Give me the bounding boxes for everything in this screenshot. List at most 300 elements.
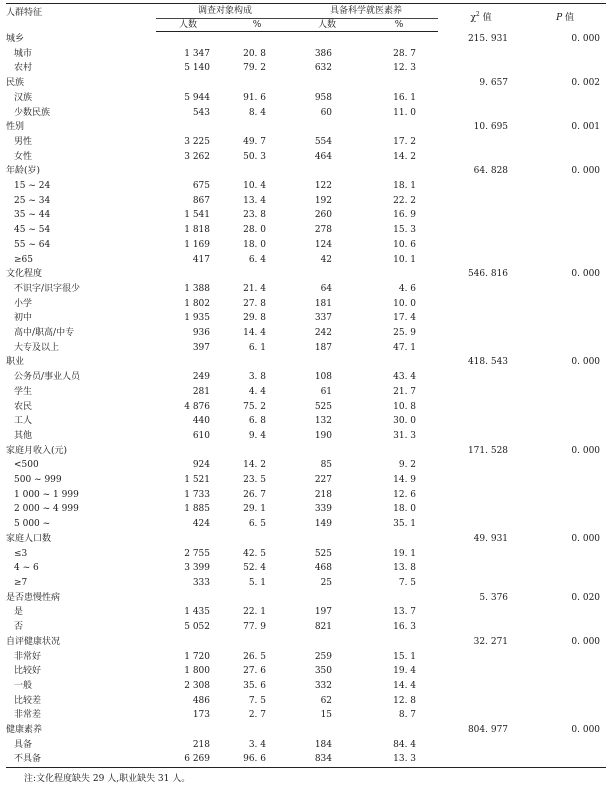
literacy-percent: 12. 6 [393,489,417,500]
literacy-percent: 15. 3 [393,225,417,236]
group-row [6,76,606,91]
p-value [524,194,606,209]
literacy-count [294,32,360,47]
survey-percent: 6. 5 [248,519,267,530]
p-value [524,650,606,665]
chi-square-value [438,194,524,209]
literacy-percent [360,723,438,738]
literacy-count: 190 [314,430,333,441]
survey-count [156,635,220,650]
group-row [6,120,606,135]
row-label: 5 000 ~ [14,519,51,530]
literacy-percent: 12. 3 [393,63,417,74]
p-value: 0. 001 [571,122,601,133]
table-row [6,547,606,562]
survey-count: 417 [192,254,210,265]
survey-percent: 26. 5 [243,651,267,662]
p-value [524,208,606,223]
survey-percent: 77. 9 [243,622,267,633]
survey-percent: 50. 3 [243,151,267,162]
survey-count: 4 876 [184,401,210,412]
literacy-percent: 4. 6 [398,283,417,294]
row-label: 4 ~ 6 [14,563,39,574]
table-row [6,414,606,429]
survey-count: 486 [192,695,210,706]
survey-count [156,532,220,547]
p-value: 0. 000 [571,636,601,647]
literacy-percent: 16. 1 [393,92,417,103]
row-label: 一般 [14,680,33,691]
table-note: 注:文化程度缺失 29 人,职业缺失 31 人。 [24,774,191,785]
literacy-percent: 13. 7 [393,607,417,618]
survey-count [156,164,220,179]
chi-square-value [438,576,524,591]
literacy-percent: 14. 2 [393,151,417,162]
row-label: 文化程度 [6,269,43,280]
group-row [6,532,606,547]
literacy-percent [360,635,438,650]
literacy-count: 124 [314,239,333,250]
row-label: 45 ~ 54 [14,225,51,236]
survey-percent: 27. 6 [243,666,267,677]
literacy-percent [360,120,438,135]
literacy-count: 821 [314,622,333,633]
literacy-percent: 30. 0 [393,416,417,427]
row-label: 自评健康状况 [6,636,61,647]
literacy-percent: 25. 9 [393,328,417,339]
survey-percent: 22. 1 [243,607,267,618]
literacy-percent: 47. 1 [393,342,417,353]
literacy-percent: 31. 3 [393,430,417,441]
p-value [524,179,606,194]
group-row [6,355,606,370]
p-value [524,61,606,76]
survey-count: 2 755 [184,548,210,559]
chi-square-value [438,238,524,253]
literacy-percent: 28. 7 [393,48,417,59]
survey-percent: 3. 8 [248,372,267,383]
literacy-percent [360,164,438,179]
survey-percent: 14. 2 [243,460,267,471]
literacy-count: 108 [314,372,333,383]
row-label: 不识字/识字很少 [14,283,81,294]
table-row [6,620,606,635]
literacy-count: 42 [320,254,333,265]
literacy-count [294,532,360,547]
table-row [6,473,606,488]
literacy-count: 525 [314,548,333,559]
survey-percent: 5. 1 [248,578,267,588]
p-value [524,473,606,488]
literacy-count: 60 [320,107,333,118]
survey-count [156,267,220,282]
literacy-percent: 15. 1 [393,651,417,662]
row-label: 男性 [14,136,33,147]
table-header [6,4,606,32]
survey-count: 867 [192,195,210,206]
row-label: 小学 [14,298,33,309]
literacy-count: 64 [320,283,333,294]
survey-percent [220,635,294,650]
literacy-count: 339 [314,504,333,515]
p-value [524,605,606,620]
survey-count: 1 347 [184,48,210,59]
survey-percent: 8. 4 [248,107,267,118]
chi-square-value [438,650,524,665]
literacy-count: 187 [314,342,333,353]
literacy-percent: 18. 1 [393,181,417,192]
table-row [6,179,606,194]
p-value [524,400,606,415]
survey-percent [220,723,294,738]
row-label: 具备 [14,739,33,750]
literacy-percent: 19. 1 [393,548,417,559]
chi-square-value [438,150,524,165]
survey-count: 543 [192,107,210,118]
p-value [524,738,606,753]
literacy-count: 958 [314,92,333,103]
literacy-count: 834 [294,752,360,767]
p-value: 0. 000 [571,445,601,456]
literacy-count: 332 [314,680,333,691]
p-value [524,326,606,341]
table-container [6,3,606,784]
literacy-percent: 10. 0 [393,298,417,309]
survey-count: 2 308 [184,680,210,691]
p-value [524,561,606,576]
table-row [6,561,606,576]
p-value: 0. 000 [571,166,601,177]
table-row [6,311,606,326]
chi-square-value [438,752,524,767]
chi-square-value [438,297,524,312]
literacy-percent: 17. 4 [393,313,417,324]
row-label: 少数民族 [14,107,51,118]
survey-percent: 6. 8 [248,416,267,427]
literacy-percent: 43. 4 [393,372,417,383]
p-value [524,708,606,723]
row-label: 不具备 [6,752,156,767]
literacy-percent [360,591,438,606]
table-row [6,605,606,620]
survey-percent [220,164,294,179]
row-label: ≥7 [14,578,28,588]
survey-percent [220,532,294,547]
header-pct-2: % [360,19,438,32]
survey-percent [220,76,294,91]
chi-square-value [438,208,524,223]
row-label: 15 ~ 24 [14,181,51,192]
chi-square-value: 64. 828 [473,166,509,177]
row-label: 城市 [14,48,33,59]
table-row [6,253,606,268]
table-row [6,91,606,106]
survey-count: 1 885 [184,504,210,515]
survey-percent: 96. 6 [220,752,294,767]
literacy-percent [360,267,438,282]
chi-square-value: 171. 528 [467,445,509,456]
literacy-percent: 10. 8 [393,401,417,412]
survey-count: 1 541 [184,210,210,221]
row-label: 女性 [14,151,33,162]
literacy-count: 632 [314,63,333,74]
p-value [524,91,606,106]
literacy-percent [360,355,438,370]
literacy-count: 197 [314,607,333,618]
survey-percent: 49. 7 [243,136,267,147]
chi-square-value: 10. 695 [473,122,509,133]
chi-square-value: 49. 931 [473,533,509,544]
survey-percent: 4. 4 [248,386,267,397]
literacy-count: 259 [314,651,333,662]
chi-square-value: 804. 977 [467,725,509,736]
chi-square-value [438,694,524,709]
survey-count: 1 802 [184,298,210,309]
survey-percent [220,32,294,47]
survey-percent: 29. 1 [243,504,267,515]
literacy-count: 62 [320,695,333,706]
header-pct-1: % [220,19,294,32]
survey-count: 1 800 [184,666,210,677]
survey-count: 1 935 [184,313,210,324]
survey-count: 610 [192,430,210,441]
survey-percent: 10. 4 [243,181,267,192]
row-label: 家庭月收入(元) [6,445,68,456]
literacy-percent: 19. 4 [393,666,417,677]
survey-count: 3 399 [184,563,210,574]
survey-count: 6 269 [156,752,220,767]
survey-percent: 79. 2 [243,63,267,74]
row-label: 高中/职高/中专 [14,328,75,339]
p-value [524,517,606,532]
p-value [524,576,606,591]
chi-square-value [438,561,524,576]
p-value: 0. 000 [571,725,601,736]
row-label: ≥65 [14,254,33,265]
chi-square-value [438,179,524,194]
p-value [524,620,606,635]
literacy-count: 61 [320,386,333,397]
literacy-percent: 16. 3 [393,622,417,633]
table-row [6,488,606,503]
table-row [6,458,606,473]
survey-percent: 7. 5 [248,695,267,706]
chi-square-value [438,400,524,415]
literacy-percent: 14. 4 [393,680,417,691]
chi-square-value: 32. 271 [473,636,509,647]
survey-count: 1 521 [184,475,210,486]
p-value [524,311,606,326]
chi-square-value [438,620,524,635]
p-value [524,238,606,253]
group-row [6,164,606,179]
p-value [524,488,606,503]
literacy-percent: 10. 6 [393,239,417,250]
survey-percent: 28. 0 [243,225,267,236]
row-label: 职业 [6,357,25,368]
row-label: 1 000 ~ 1 999 [14,489,79,500]
group-row [6,444,606,459]
chi-square-value [438,385,524,400]
table-row [6,326,606,341]
survey-count: 218 [192,739,210,750]
survey-count: 1 720 [184,651,210,662]
literacy-count [294,444,360,459]
chi-square-value [438,106,524,121]
row-label: 民族 [6,78,25,89]
survey-percent: 35. 6 [243,680,267,691]
p-value [524,694,606,709]
p-value: 0. 002 [571,78,601,89]
survey-percent [220,120,294,135]
survey-count: 5 944 [184,92,210,103]
table-row [6,47,606,62]
chi-square-value [438,341,524,356]
table-row [6,679,606,694]
row-label: 其他 [14,430,33,441]
row-label: 汉族 [14,92,33,103]
table-row [6,708,606,723]
chi-square-value: 9. 657 [479,78,509,89]
header-count-2: 人数 [294,19,360,32]
p-value [524,502,606,517]
survey-count: 1 388 [184,283,210,294]
survey-percent: 23. 5 [243,475,267,486]
literacy-count: 242 [314,328,333,339]
row-label: 工人 [14,416,33,427]
table-row [6,502,606,517]
survey-count: 3 262 [184,151,210,162]
literacy-percent: 13. 3 [360,752,438,767]
survey-count [156,76,220,91]
survey-percent [220,355,294,370]
survey-percent [220,444,294,459]
table-row [6,238,606,253]
chi-square-value [438,473,524,488]
literacy-percent [360,444,438,459]
row-label: <500 [14,460,39,471]
chi-square-value [438,517,524,532]
literacy-percent: 11. 0 [393,107,417,118]
table-row [6,61,606,76]
chi-square-value [438,223,524,238]
survey-count: 924 [192,460,210,471]
survey-percent: 52. 4 [243,563,267,574]
survey-count: 173 [192,710,210,721]
chi-square-value [438,605,524,620]
survey-percent: 3. 4 [248,739,267,750]
p-value: 0. 000 [571,533,601,544]
chi-square-value [438,61,524,76]
literacy-percent: 18. 0 [393,504,417,515]
literacy-count: 184 [314,739,333,750]
table-row [6,576,606,591]
p-value [524,106,606,121]
survey-count: 675 [192,181,210,192]
chi-square-value [438,311,524,326]
literacy-count: 25 [320,578,333,588]
survey-count: 333 [192,578,210,588]
row-label: 健康素养 [6,725,43,736]
p-value: 0. 020 [571,592,601,603]
chi-square-value [438,547,524,562]
row-label: 否 [14,622,24,633]
literacy-count: 350 [314,666,333,677]
table-row [6,650,606,665]
chi-square-value [438,488,524,503]
literacy-percent [360,76,438,91]
table-row [6,400,606,415]
header-p-value: P 值 [524,4,606,32]
chi-square-value [438,502,524,517]
row-label: 农村 [14,63,33,74]
survey-count: 3 225 [184,136,210,147]
literacy-percent: 35. 1 [393,519,417,530]
survey-percent: 26. 7 [243,489,267,500]
chi-square-value [438,458,524,473]
literacy-count: 132 [314,416,333,427]
literacy-count [294,591,360,606]
row-label: 年龄(岁) [6,166,41,177]
p-value [524,752,606,767]
literacy-percent [360,532,438,547]
survey-percent: 27. 8 [243,298,267,309]
table-row [6,694,606,709]
literacy-count [294,76,360,91]
survey-count [156,355,220,370]
group-row [6,32,606,47]
literacy-percent: 16. 9 [393,210,417,221]
literacy-count: 227 [314,475,333,486]
row-label: 35 ~ 44 [14,210,51,221]
survey-count [156,120,220,135]
literacy-percent: 7. 5 [398,578,417,588]
chi-square-value [438,47,524,62]
literacy-count: 525 [314,401,333,412]
survey-count: 5 140 [184,63,210,74]
literacy-count: 468 [314,563,333,574]
literacy-percent: 84. 4 [393,739,417,750]
survey-count [156,591,220,606]
p-value [524,664,606,679]
table-row [6,194,606,209]
p-value [524,253,606,268]
chi-square-value [438,429,524,444]
p-value [524,150,606,165]
row-label: 性别 [6,122,25,133]
p-value [524,429,606,444]
chi-square-value [438,414,524,429]
p-value: 0. 000 [571,33,601,44]
chi-square-value [438,326,524,341]
literacy-count: 181 [314,298,333,309]
literacy-percent: 8. 7 [398,710,417,721]
table-row [6,752,606,767]
literacy-percent: 9. 2 [398,460,417,471]
p-value [524,282,606,297]
survey-percent: 6. 4 [248,254,267,265]
survey-count: 440 [192,416,210,427]
row-label: 非常好 [14,651,42,662]
table-row [6,106,606,121]
table-row [6,385,606,400]
table-row [6,150,606,165]
row-label: 公务员/事业人员 [14,372,81,383]
p-value: 0. 000 [571,269,601,280]
p-value [524,47,606,62]
survey-percent [220,267,294,282]
survey-count: 1 733 [184,489,210,500]
